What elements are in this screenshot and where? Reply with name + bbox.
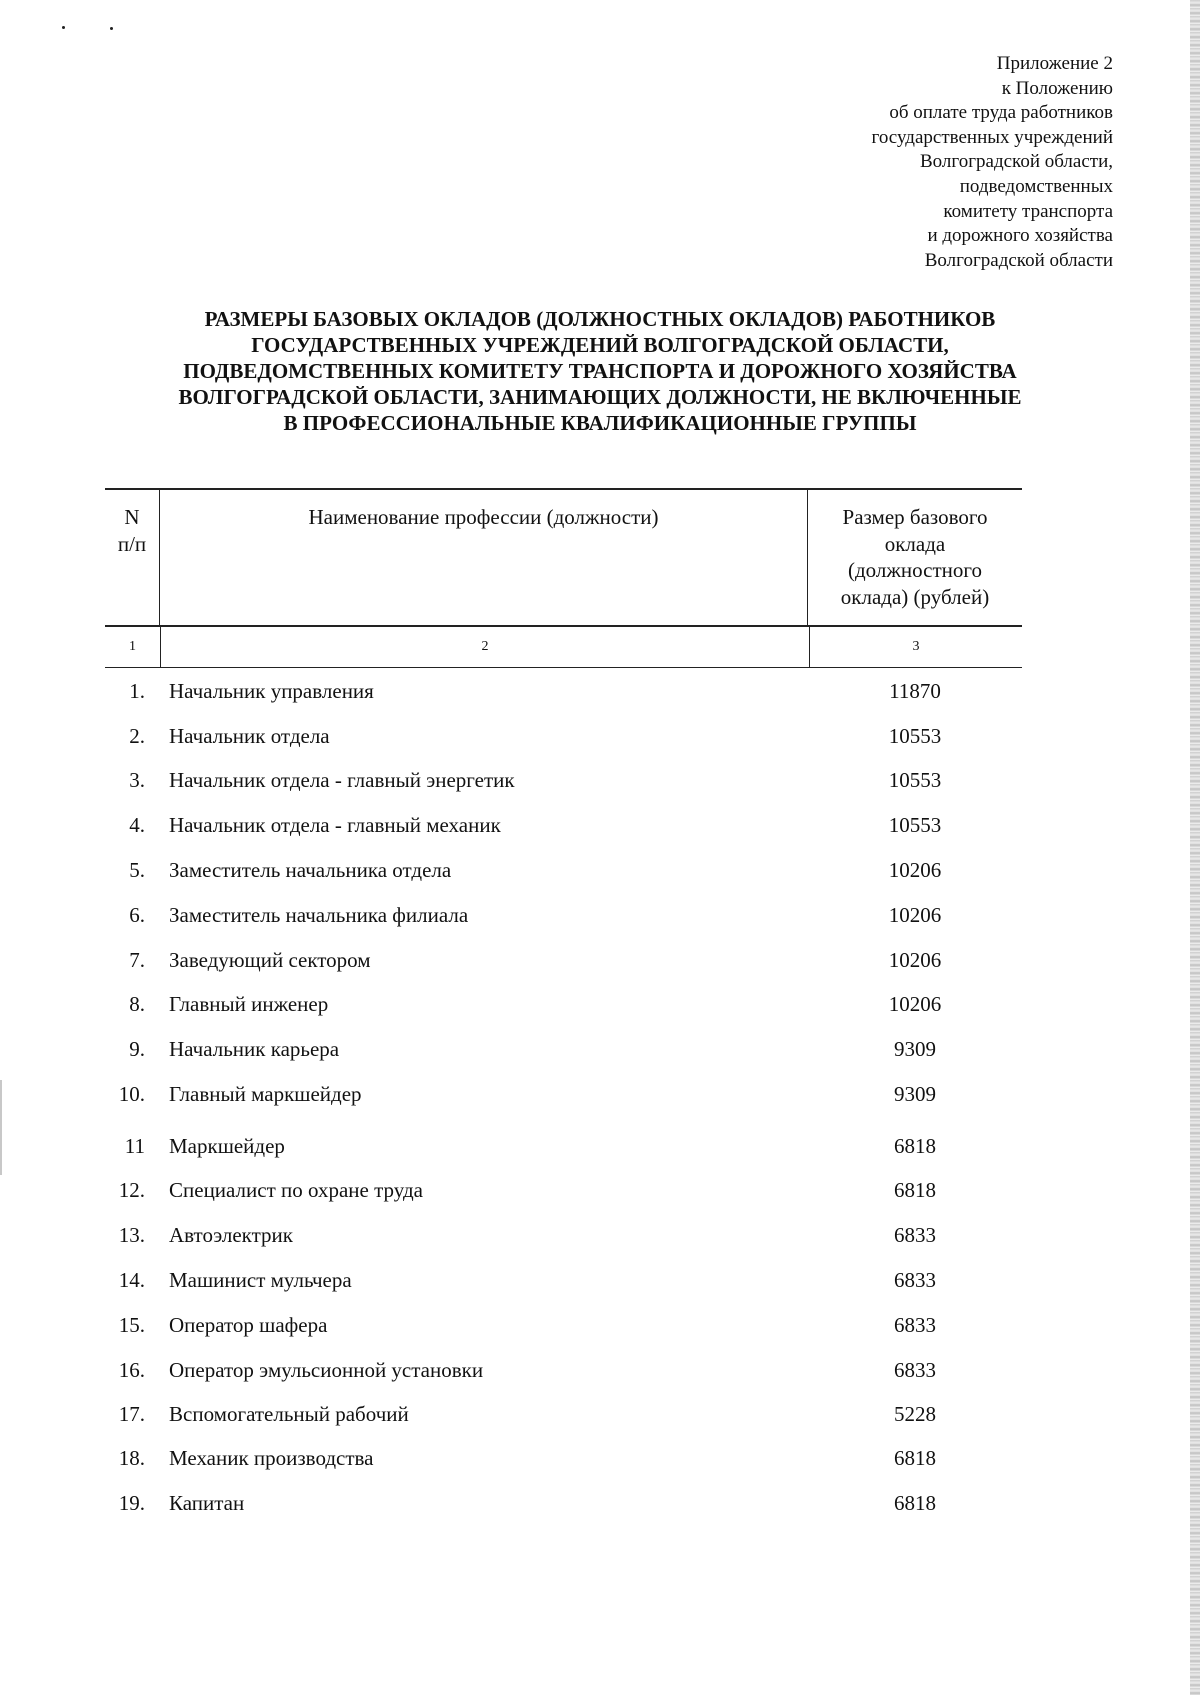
column-number-row (105, 627, 1022, 668)
row-number: 14. (118, 1268, 145, 1292)
position-name: Начальник отдела - главный механик (169, 813, 501, 837)
scan-speck (62, 26, 65, 29)
table-row (105, 676, 1022, 706)
position-name: Главный маркшейдер (169, 1082, 362, 1106)
row-number: 11 (124, 1134, 145, 1158)
table-row (105, 1488, 1022, 1518)
position-name: Механик производства (169, 1446, 374, 1470)
position-name: Заместитель начальника отдела (169, 858, 452, 882)
appendix-line: об оплате труда работников (889, 102, 1113, 124)
position-name: Машинист мульчера (169, 1268, 352, 1292)
column-number: 1 (105, 627, 161, 667)
base-salary: 6833 (894, 1268, 936, 1292)
base-salary: 10206 (888, 858, 942, 882)
row-number: 9. (129, 1037, 145, 1061)
scan-edge-mark (0, 1080, 2, 1175)
header-text: оклада) (рублей) (840, 584, 990, 609)
position-name: Начальник карьера (169, 1037, 340, 1061)
appendix-line: Волгоградской области (924, 249, 1113, 271)
appendix-line: Приложение 2 (996, 53, 1113, 74)
row-number: 18. (118, 1446, 145, 1470)
position-name: Оператор шафера (169, 1313, 328, 1337)
base-salary: 10206 (888, 992, 942, 1016)
base-salary: 6818 (894, 1491, 936, 1515)
appendix-line: Волгоградской области, (920, 151, 1113, 173)
header-cell-salary (808, 490, 1022, 625)
header-text: Наименование профессии (должности) (308, 505, 659, 529)
table-row (105, 1175, 1022, 1205)
header-text: оклада (884, 531, 946, 556)
scan-speck (110, 27, 113, 30)
row-number: 6. (129, 903, 145, 927)
table-row (105, 900, 1022, 930)
table-row (105, 810, 1022, 840)
title-line: РАЗМЕРЫ БАЗОВЫХ ОКЛАДОВ (ДОЛЖНОСТНЫХ ОКЛАДОВ) РАБОТНИКОВ (204, 307, 996, 331)
row-number: 10. (118, 1082, 145, 1106)
header-cell-name (160, 490, 808, 625)
row-number: 4. (129, 813, 145, 837)
title-line: ВОЛГОГРАДСКОЙ ОБЛАСТИ, ЗАНИМАЮЩИХ ДОЛЖНОСТИ, НЕ ВКЛЮЧЕННЫЕ (178, 385, 1022, 409)
position-name: Начальник отдела - главный энергетик (169, 768, 515, 792)
title-line: ГОСУДАРСТВЕННЫХ УЧРЕЖДЕНИЙ ВОЛГОГРАДСКОЙ ОБЛАСТИ, (251, 333, 949, 357)
row-number: 3. (129, 768, 145, 792)
position-name: Заведующий сектором (169, 948, 371, 972)
base-salary: 9309 (894, 1082, 936, 1106)
scan-edge-shadow (1190, 0, 1200, 1695)
base-salary: 6833 (894, 1358, 936, 1382)
base-salary: 10206 (888, 903, 942, 927)
table-row (105, 721, 1022, 751)
base-salary: 6818 (894, 1134, 936, 1158)
row-number: 13. (118, 1223, 145, 1247)
table-row (105, 1220, 1022, 1250)
row-number: 12. (118, 1178, 145, 1202)
header-row (105, 488, 1022, 627)
header-text: N (124, 505, 140, 529)
header-cell-number (105, 490, 160, 625)
document-title (100, 306, 1100, 436)
position-name: Маркшейдер (169, 1134, 285, 1158)
appendix-line: и дорожного хозяйства (927, 225, 1113, 247)
position-name: Капитан (169, 1491, 245, 1515)
row-number: 16. (118, 1358, 145, 1382)
base-salary: 6818 (894, 1446, 936, 1470)
position-name: Вспомогательный рабочий (169, 1402, 409, 1426)
base-salary: 10206 (888, 948, 942, 972)
table-row (105, 1443, 1022, 1473)
row-number: 19. (118, 1491, 145, 1515)
table-row (105, 1355, 1022, 1385)
row-number: 15. (118, 1313, 145, 1337)
base-salary: 6833 (894, 1313, 936, 1337)
position-name: Начальник отдела (169, 724, 330, 748)
row-number: 8. (129, 992, 145, 1016)
table-row (105, 765, 1022, 795)
base-salary: 10553 (888, 768, 942, 792)
table-row (105, 1079, 1022, 1109)
table-row (105, 1265, 1022, 1295)
appendix-note (872, 52, 1113, 273)
row-number: 2. (129, 724, 145, 748)
column-number: 3 (912, 639, 920, 654)
table-row (105, 945, 1022, 975)
title-line: ПОДВЕДОМСТВЕННЫХ КОМИТЕТУ ТРАНСПОРТА И ДОРОЖНОГО ХОЗЯЙСТВА (183, 359, 1017, 383)
row-number: 5. (129, 858, 145, 882)
position-name: Автоэлектрик (169, 1223, 293, 1247)
position-name: Заместитель начальника филиала (169, 903, 469, 927)
column-number: 2 (161, 627, 810, 667)
base-salary: 10553 (888, 724, 942, 748)
table-row (105, 1131, 1022, 1161)
base-salary: 9309 (894, 1037, 936, 1061)
base-salary: 6833 (894, 1223, 936, 1247)
table-row (105, 1034, 1022, 1064)
appendix-line: подведомственных (959, 175, 1113, 197)
position-name: Начальник управления (169, 679, 374, 703)
salary-table-header (105, 488, 1022, 668)
table-row (105, 855, 1022, 885)
table-row (105, 1310, 1022, 1340)
header-text: (должностного (848, 558, 982, 582)
row-number: 17. (118, 1402, 145, 1426)
base-salary: 5228 (894, 1402, 936, 1426)
position-name: Главный инженер (169, 992, 329, 1016)
header-text: Размер базового (842, 505, 988, 529)
base-salary: 10553 (888, 813, 942, 837)
base-salary: 11870 (889, 679, 941, 703)
header-text: п/п (117, 531, 147, 556)
row-number: 7. (129, 948, 145, 972)
row-number: 1. (129, 679, 145, 703)
base-salary: 6818 (894, 1178, 936, 1202)
appendix-line: государственных учреждений (871, 126, 1113, 148)
table-row (105, 1399, 1022, 1429)
table-row (105, 989, 1022, 1019)
appendix-line: к Положению (1001, 77, 1113, 99)
appendix-line: комитету транспорта (943, 200, 1113, 222)
position-name: Специалист по охране труда (169, 1178, 423, 1202)
title-line: В ПРОФЕССИОНАЛЬНЫЕ КВАЛИФИКАЦИОННЫЕ ГРУППЫ (283, 411, 917, 435)
position-name: Оператор эмульсионной установки (169, 1358, 484, 1382)
